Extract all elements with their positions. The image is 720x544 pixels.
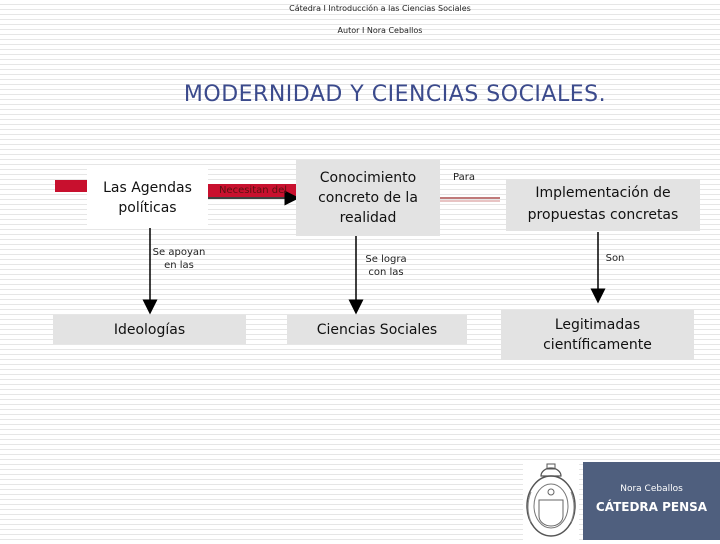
node-ideologias: Ideologías	[53, 315, 246, 344]
node-implementacion: Implementación de propuestas concretas	[506, 179, 700, 231]
footer-brand-title: CÁTEDRA PENSA	[595, 500, 708, 514]
edge-label-son: Son	[605, 253, 625, 264]
slide-title: MODERNIDAD Y CIENCIAS SOCIALES.	[183, 82, 607, 107]
node-conocimiento: Conocimiento concreto de la realidad	[296, 160, 440, 236]
node-ciencias-sociales: Ciencias Sociales	[287, 315, 467, 344]
left-accent-bar	[55, 180, 87, 192]
edge-label-logra: Se logra con las	[365, 254, 407, 278]
seal-icon	[523, 462, 579, 540]
node-legitimadas: Legitimadas científicamente	[501, 310, 694, 360]
edge-label-para: Para	[453, 172, 475, 183]
edge-label-apoyan: Se apoyan en las	[152, 247, 206, 271]
footer-brand-panel	[583, 462, 720, 540]
node-agendas-politicas: Las Agendas políticas	[87, 168, 208, 228]
header-author: Autor I Nora Ceballos	[337, 26, 423, 35]
university-seal	[523, 462, 579, 540]
edge-label-necesitan: Necesitan del	[218, 185, 288, 196]
footer-author-name: Nora Ceballos	[620, 484, 683, 494]
header-course: Cátedra I Introducción a las Ciencias Sociales	[289, 4, 471, 13]
